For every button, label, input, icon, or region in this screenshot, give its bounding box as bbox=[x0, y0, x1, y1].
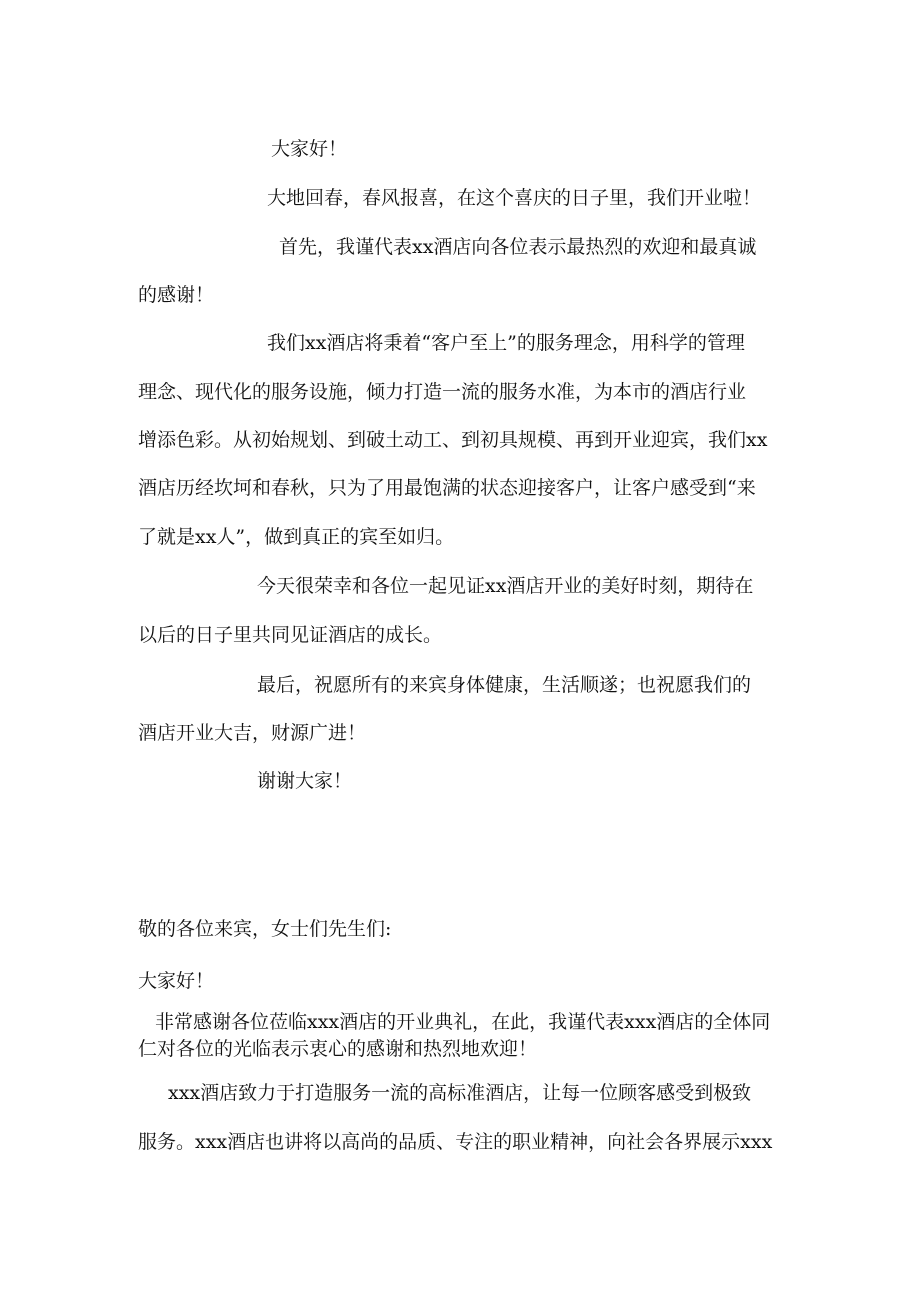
speech1-paragraph-3-line-5: 了就是xx人”，做到真正的宾至如归。 bbox=[138, 526, 455, 548]
speech2-paragraph-1-line-2: 仁对各位的光临表示衷心的感谢和热烈地欢迎！ bbox=[138, 1038, 538, 1060]
speech1-greeting: 大家好！ bbox=[271, 138, 348, 160]
speech2-salutation: 敬的各位来宾，女士们先生们: bbox=[138, 918, 392, 940]
speech2-paragraph-2-line-1: xxx酒店致力于打造服务一流的高标准酒店，让每一位顾客感受到极致 bbox=[168, 1082, 752, 1104]
speech2-paragraph-2-line-2: 服务。xxx酒店也讲将以高尚的品质、专注的职业精神，向社会各界展示xxx bbox=[138, 1131, 773, 1153]
speech1-paragraph-4-line-2: 以后的日子里共同见证酒店的成长。 bbox=[138, 624, 443, 646]
speech1-paragraph-1: 大地回春，春风报喜，在这个喜庆的日子里，我们开业啦！ bbox=[267, 187, 762, 209]
speech1-paragraph-2-line-2: 的感谢！ bbox=[138, 284, 215, 306]
speech2-paragraph-1-line-1: 非常感谢各位莅临xxx酒店的开业典礼，在此，我谨代表xxx酒店的全体同 bbox=[155, 1011, 771, 1033]
speech1-paragraph-2-line-1: 首先，我谨代表xx酒店向各位表示最热烈的欢迎和最真诚 bbox=[279, 236, 757, 258]
speech1-paragraph-5-line-2: 酒店开业大吉，财源广进！ bbox=[138, 722, 367, 744]
speech1-paragraph-3-line-1: 我们xx酒店将秉着“客户至上”的服务理念，用科学的管理 bbox=[267, 332, 745, 354]
speech2-greeting: 大家好！ bbox=[138, 970, 215, 992]
speech1-paragraph-3-line-3: 增添色彩。从初始规划、到破土动工、到初具规模、再到开业迎宾，我们xx bbox=[138, 429, 768, 451]
speech1-paragraph-3-line-2: 理念、现代化的服务设施，倾力打造一流的服务水准，为本市的酒店行业 bbox=[138, 381, 747, 403]
speech1-paragraph-3-line-4: 酒店历经坎坷和春秋，只为了用最饱满的状态迎接客户，让客户感受到“来 bbox=[138, 477, 756, 499]
speech1-paragraph-5-line-1: 最后，祝愿所有的来宾身体健康，生活顺遂；也祝愿我们的 bbox=[257, 674, 752, 696]
speech1-paragraph-4-line-1: 今天很荣幸和各位一起见证xx酒店开业的美好时刻，期待在 bbox=[257, 575, 754, 597]
speech1-closing: 谢谢大家！ bbox=[257, 770, 353, 792]
